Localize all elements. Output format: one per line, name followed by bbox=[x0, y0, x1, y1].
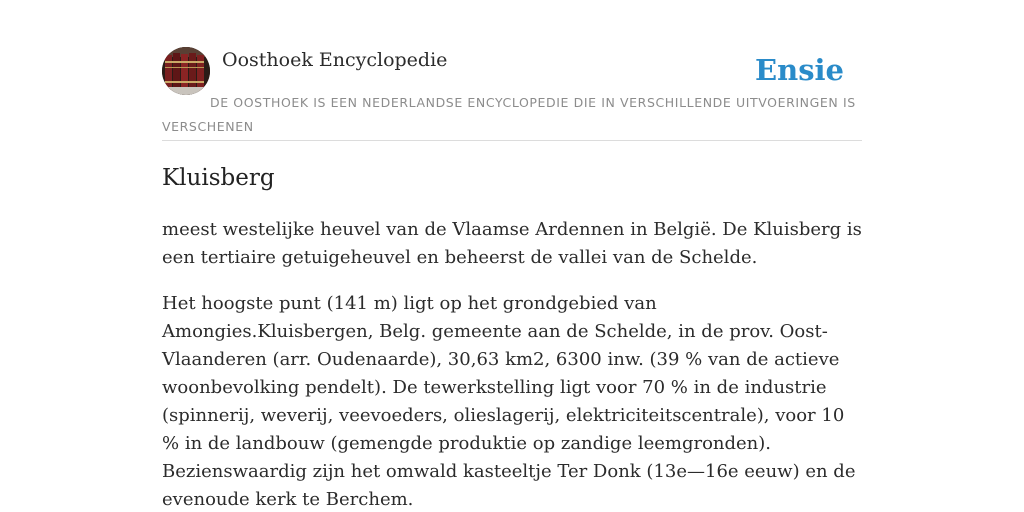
site-header bbox=[162, 46, 862, 141]
site-name[interactable]: Oosthoek Encyclopedie bbox=[222, 49, 448, 71]
article-paragraph: Het hoogste punt (141 m) ligt op het grondgebied van Amongies.Kluisbergen, Belg. gemeente aan de Schelde, in de prov. Oost-Vlaanderen (arr. Oudenaarde), 30,63 km2, 6300 inw. (39 % van de actieve woonbevolking pendelt). De tewerkstelling ligt voor 70 % in de industrie (spinnerij, weverij, veevoeders, olieslagerij, elektriciteitscentrale), voor 10 % in de landbouw (gemengde produktie op zandige leemgronden). Bezienswaardig zijn het omwald kasteeltje Ter Donk (13e—16e eeuw) en de evenoude kerk te Berchem. bbox=[162, 293, 856, 510]
brand-logo[interactable]: Ensie bbox=[755, 53, 844, 87]
site-tagline: DE OOSTHOEK IS EEN NEDERLANDSE ENCYCLOPEDIE DIE IN VERSCHILLENDE UITVOERINGEN IS VERSCHENEN bbox=[162, 95, 856, 134]
article-paragraph: meest westelijke heuvel van de Vlaamse Ardennen in België. De Kluisberg is een tertiaire getuigeheuvel en beheerst de vallei van de Schelde. bbox=[162, 219, 862, 268]
article-title: Kluisberg bbox=[162, 165, 275, 191]
article-body bbox=[162, 216, 862, 512]
encyclopedia-books-icon[interactable] bbox=[162, 47, 210, 95]
